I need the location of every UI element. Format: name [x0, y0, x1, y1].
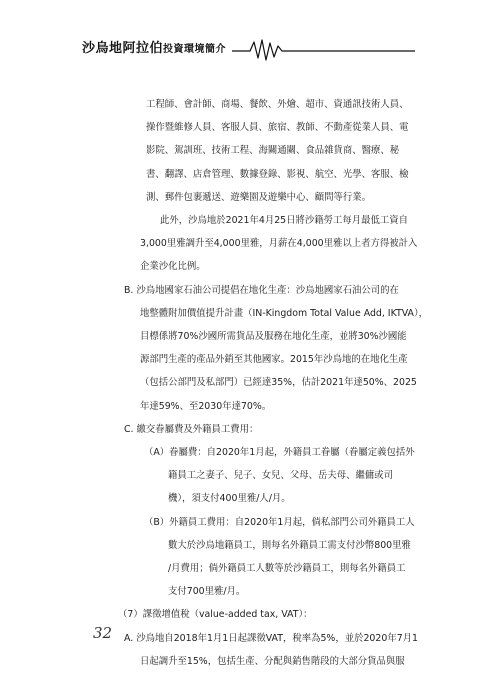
body-line: B. 沙烏地國家石油公司提倡在地化生產：沙烏地國家石油公司的在 [124, 285, 399, 296]
body-line: 機），須支付400里雅/人/月。 [168, 493, 291, 504]
body-line: 企業沙化比例。 [140, 261, 206, 272]
body-line: （A）眷屬費：自2020年1月起，外籍員工眷屬（眷屬定義包括外 [144, 447, 415, 458]
body-line: 支付700里雅/月。 [168, 586, 246, 597]
header-wave-line [0, 30, 480, 70]
body-line: 操作暨維修人員、客服人員、旅宿、教師、不動產從業人員、電 [146, 122, 409, 133]
body-line: （7）課徵增值稅（value-added tax, VAT）： [118, 609, 313, 620]
body-line: 工程師、會計師、商場、餐飲、外燴、超市、資通訊技術人員、 [146, 99, 409, 110]
body-line: 書、翻譯、店倉管理、數據登錄、影視、航空、光學、客服、檢 [146, 169, 409, 180]
body-line: 源部門生產的產品外銷至其他國家。2015年沙烏地的在地化生產 [140, 354, 408, 365]
header-title-sub: 投資環境簡介 [163, 44, 227, 55]
body-line: 測、郵件包裹遞送、遊樂園及遊樂中心、顧問等行業。 [146, 192, 372, 203]
header-title-main: 沙烏地阿拉伯 [82, 41, 164, 56]
body-line: 此外，沙烏地於2021年4月25日將沙籍勞工每月最低工資自 [160, 215, 409, 226]
body-line: 3,000里雅調升至4,000里雅，月薪在4,000里雅以上者方得被計入 [140, 238, 418, 249]
body-line: 日起調升至15%，包括生產、分配與銷售階段的大部分貨品與服 [140, 656, 405, 667]
body-line: A. 沙烏地自2018年1月1日起課徵VAT，稅率為5%，並於2020年7月1 [124, 633, 419, 644]
body-line: C. 繳交眷屬費及外籍員工費用： [124, 424, 259, 435]
body-line: 目標係將70%沙國所需貨品及服務在地化生產，並將30%沙國能 [140, 331, 407, 342]
body-line: （包括公部門及私部門）已經達35%，估計2021年達50%、2025 [140, 377, 417, 388]
body-line: 年達59%、至2030年達70%。 [140, 401, 272, 412]
page-number: 32 [93, 624, 113, 642]
body-line: 籍員工之妻子、兒子、女兒、父母、岳夫母、繼傭或司 [168, 470, 394, 481]
page-header [0, 0, 480, 70]
body-line: 地整體附加價值提升計畫（IN-Kingdom Total Value Add, IKTVA）， [140, 308, 429, 319]
body-line: /月費用；倘外籍員工人數等於沙籍員工，則每名外籍員工 [168, 563, 406, 574]
body-line: （B）外籍員工費用：自2020年1月起，倘私部門公司外籍員工人 [144, 517, 415, 528]
body-line: 數大於沙烏地籍員工，則每名外籍員工需支付沙幣800里雅 [168, 540, 411, 551]
body-line: 影院、駕訓班、技術工程、海關通關、食品雜貨商、醫療、秘 [146, 145, 400, 156]
